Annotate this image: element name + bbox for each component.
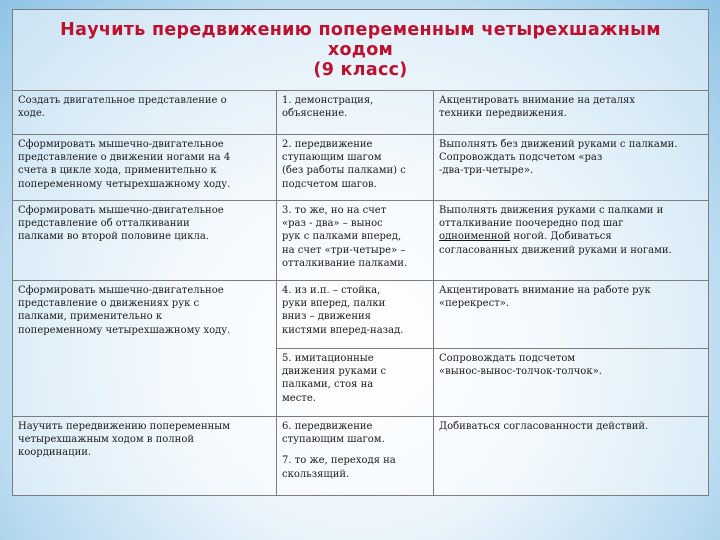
guidance-cell: Акцентировать внимание на работе рук «перекрест». xyxy=(434,281,709,349)
guidance-cell: Выполнять без движений руками с палками. Сопровождать подсчетом «раз -два-три-четыре». xyxy=(434,135,709,201)
table-row xyxy=(13,135,709,201)
means-cell: 4. из и.п. – стойка, руки вперед, палки вниз – движения кистями вперед-назад. xyxy=(277,281,434,349)
means-cell: 5. имитационные движения руками с палками, стоя на месте. xyxy=(277,349,434,417)
methodology-table xyxy=(12,9,709,496)
task-cell: Создать двигательное представление о ходе. xyxy=(13,91,277,135)
guidance-cell: Сопровождать подсчетом «вынос-вынос-толчок-толчок». xyxy=(434,349,709,417)
task-cell: Сформировать мышечно-двигательное представление о движениях рук с палками, применительно к попеременному четырехшажному ходу. xyxy=(13,281,277,417)
guidance-cell: Акцентировать внимание на деталях техники передвижения. xyxy=(434,91,709,135)
task-cell: Сформировать мышечно-двигательное представление об отталкивании палками во второй половине цикла. xyxy=(13,201,277,281)
means-cell: 3. то же, но на счет «раз - два» – вынос рук с палками вперед, на счет «три-четыре» – отталкивание палками. xyxy=(277,201,434,281)
means-cell: 6. передвижение ступающим шагом. 7. то же, переходя на скользящий. xyxy=(277,417,434,496)
underlined-word: одноименной xyxy=(439,231,511,243)
table-row xyxy=(13,91,709,135)
means-cell: 1. демонстрация, объяснение. xyxy=(277,91,434,135)
task-cell: Научить передвижению попеременным четырехшажным ходом в полной координации. xyxy=(13,417,277,496)
means-cell: 2. передвижение ступающим шагом (без работы палками) с подсчетом шагов. xyxy=(277,135,434,201)
task-cell: Сформировать мышечно-двигательное представление о движении ногами на 4 счета в цикле хода, применительно к попеременному четырехшажному ходу. xyxy=(13,135,277,201)
guidance-cell: Добиваться согласованности действий. xyxy=(434,417,709,496)
table-row xyxy=(13,417,709,496)
table-title-row xyxy=(13,10,709,91)
guidance-cell: Выполнять движения руками с палками и отталкивание поочередно под шаг одноименной ногой. Добиваться согласованных движений руками и ногами. xyxy=(434,201,709,281)
table-row xyxy=(13,281,709,349)
table-title: Научить передвижению попеременным четырехшажным ходом (9 класс) xyxy=(13,10,709,91)
table-row xyxy=(13,201,709,281)
